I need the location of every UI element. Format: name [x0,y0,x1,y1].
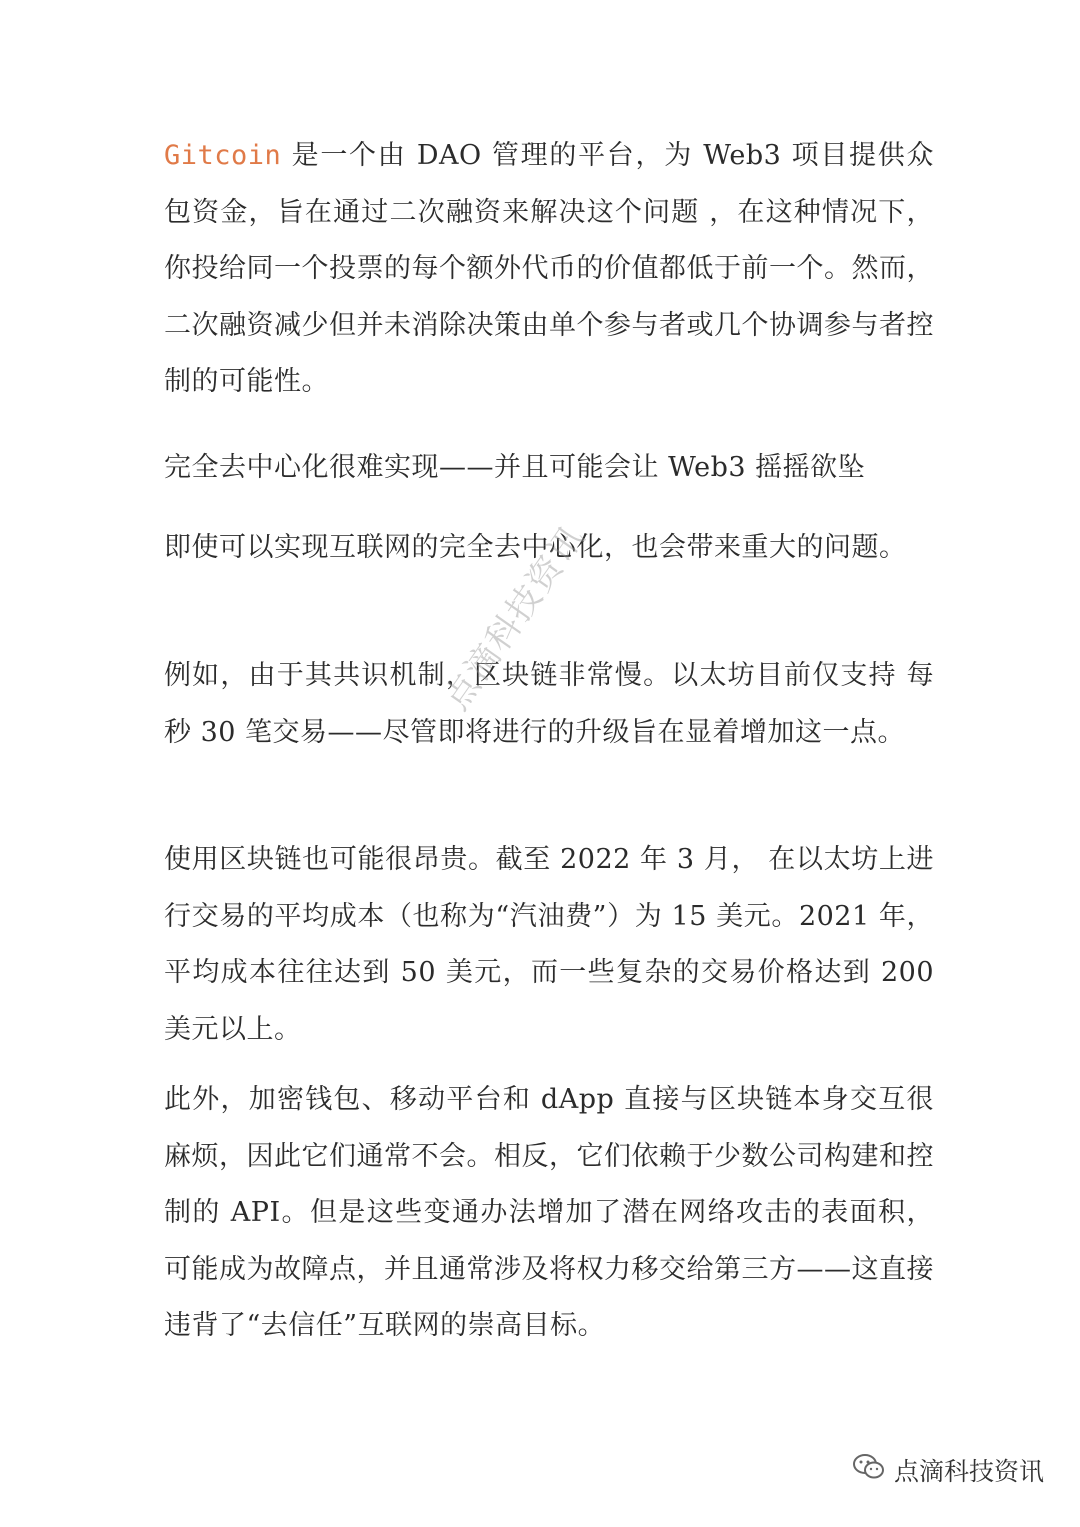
paragraph-wallets-api: 此外，加密钱包、移动平台和 dApp 直接与区块链本身交互很麻烦，因此它们通常不会。相反，它们依赖于少数公司构建和控制的 API。但是这些变通办法增加了潜在网络攻击的表面积，可能成为故障点，并且通常涉及将权力移交给第三方——这直接违背了“去信任”互联网的崇高目标。 [164,1084,934,1341]
watermark: 点滴科技资讯 [436,517,594,718]
paragraph-gitcoin-text: 是一个由 DAO 管理的平台，为 Web3 项目提供众包资金，旨在通过二次融资来解决这个问题 ，在这种情况下，你投给同一个投票的每个额外代币的价值都低于前一个。然而，二次融资减少但并未消除决策由单个参与者或几个协调参与者控制的可能性。 [164,140,934,397]
brand-footer [852,1452,1044,1488]
wechat-icon [852,1452,886,1488]
paragraph-blockchain-cost: 使用区块链也可能很昂贵。截至 2022 年 3 月， 在以太坊上进行交易的平均成本（也称为“汽油费”）为 15 美元。2021 年，平均成本往往达到 50 美元，而一些复杂的交易价格达到 200 美元以上。 [164,844,934,1045]
gitcoin-link[interactable]: Gitcoin [164,140,282,171]
section-heading: 完全去中心化很难实现——并且可能会让 Web3 摇摇欲坠 [164,452,866,483]
paragraph-blockchain-speed: 例如，由于其共识机制，区块链非常慢。以太坊目前仅支持 每秒 30 笔交易——尽管即将进行的升级旨在显着增加这一点。 [164,660,934,748]
paragraph-gitcoin [164,128,934,411]
brand-name: 点滴科技资讯 [893,1457,1044,1486]
paragraph-decentralization: 即使可以实现互联网的完全去中心化，也会带来重大的问题。 [164,532,907,563]
